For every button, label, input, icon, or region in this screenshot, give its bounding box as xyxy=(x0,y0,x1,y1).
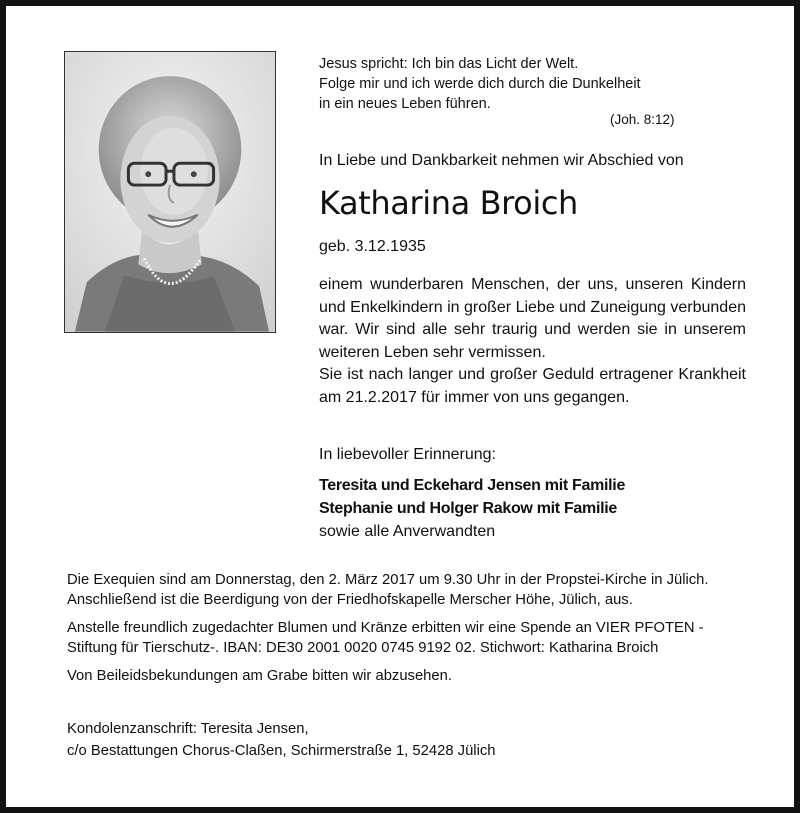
verse-line: in ein neues Leben führen. xyxy=(319,96,491,112)
relatives: sowie alle Anverwandten xyxy=(319,523,496,540)
portrait-photo-icon xyxy=(65,52,275,332)
deceased-name: Katharina Broich xyxy=(319,184,578,222)
bible-verse xyxy=(319,54,641,114)
donation-info xyxy=(67,618,757,658)
condolence-request xyxy=(67,666,757,686)
farewell-intro: In Liebe und Dankbarkeit nehmen wir Abschied von xyxy=(319,152,684,169)
biography-paragraph: einem wunderbaren Menschen, der uns, unseren Kindern und Enkelkindern in großer Liebe und Zuneigung verbunden war. Wir sind alle sehr traurig und werden sie in unserem weiteren Leben sehr vermissen. xyxy=(319,276,746,361)
portrait-photo xyxy=(64,51,276,333)
exequien-line: Anschließend ist die Beerdigung von der Friedhofskapelle Merscher Höhe, Jülich, aus. xyxy=(67,592,633,608)
verse-line: Folge mir und ich werde dich durch die Dunkelheit xyxy=(319,76,641,92)
donation-line: Stiftung für Tierschutz-. IBAN: DE30 2001 0020 0745 9192 02. Stichwort: Katharina Broich xyxy=(67,640,659,656)
donation-line: Anstelle freundlich zugedachter Blumen und Kränze erbitten wir eine Spende an VIER PFOTEN - xyxy=(67,620,704,636)
verse-reference: (Joh. 8:12) xyxy=(610,112,675,127)
biography-paragraph: Sie ist nach langer und großer Geduld ertragener Krankheit am 21.2.2017 für immer von uns gegangen. xyxy=(319,366,746,406)
funeral-details xyxy=(67,570,757,694)
exequien-line: Die Exequien sind am Donnerstag, den 2. März 2017 um 9.30 Uhr in der Propstei-Kirche in Jülich. xyxy=(67,572,709,588)
exequien-info xyxy=(67,570,757,610)
condolence-address xyxy=(67,718,496,762)
condolence-address-line: c/o Bestattungen Chorus-Claßen, Schirmerstraße 1, 52428 Jülich xyxy=(67,743,496,759)
condolence-request-line: Von Beileidsbekundungen am Grabe bitten wir abzusehen. xyxy=(67,668,452,684)
condolence-address-line: Kondolenzanschrift: Teresita Jensen, xyxy=(67,721,309,737)
birth-date: geb. 3.12.1935 xyxy=(319,238,426,255)
family-name: Teresita und Eckehard Jensen mit Familie xyxy=(319,477,626,494)
mourners xyxy=(319,474,625,543)
biography xyxy=(319,274,746,410)
verse-line: Jesus spricht: Ich bin das Licht der Welt. xyxy=(319,56,579,72)
family-name: Stephanie und Holger Rakow mit Familie xyxy=(319,500,617,517)
memory-label: In liebevoller Erinnerung: xyxy=(319,446,496,463)
